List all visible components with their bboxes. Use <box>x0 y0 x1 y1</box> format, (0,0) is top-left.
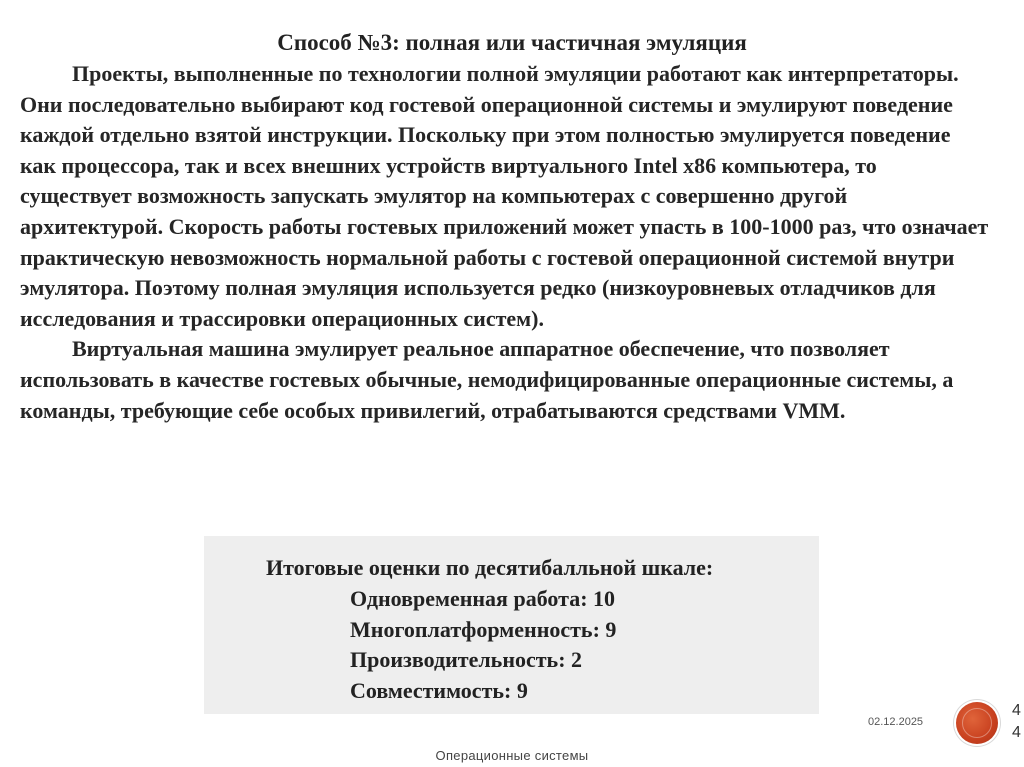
summary-heading: Итоговые оценки по десятибалльной шкале: <box>266 555 714 580</box>
summary-list <box>350 584 616 706</box>
summary-item-compatibility: Совместимость: 9 <box>350 677 528 703</box>
paragraph-virtual-machine: Виртуальная машина эмулирует реальное аппаратное обеспечение, что позволяет использовать в качестве гостевых обычные, немодифицированные операционные системы, а команды, требующие себе особых привилегий, отрабатываются средствами VMM. <box>20 336 954 423</box>
slide-badge-icon <box>956 702 998 744</box>
footer-course-title: Операционные системы <box>435 748 589 763</box>
summary-item-concurrency: Одновременная работа: 10 <box>350 586 616 611</box>
summary-box <box>204 536 819 714</box>
badge-ring <box>962 708 992 738</box>
slide-body <box>20 59 990 426</box>
slide-title: Способ №3: полная или частичная эмуляция <box>277 30 747 55</box>
footer-date: 02.12.2025 <box>868 716 924 728</box>
paragraph-emulation: Проекты, выполненные по технологии полной эмуляции работают как интерпретаторы. Они последовательно выбирают код гостевой операционной системы и эмулируют поведение каждой отдельно взятой инструкции. Поскольку при этом полностью эмулируется поведение как процессора, так и всех внешних устройств виртуального Intel x86 компьютера, то существует возможность запускать эмулятор на компьютерах с совершенно другой архитектурой. Скорость работы гостевых приложений может упасть в 100-1000 раз, что означает практическую невозможность нормальной работы с гостевой операционной системой внутри эмулятора. Поэтому полная эмуляция используется редко (низкоуровневых отладчиков для исследования и трассировки операционных систем). <box>20 61 989 331</box>
summary-item-performance: Производительность: 2 <box>350 647 583 672</box>
page-number: 44 <box>1012 702 1021 741</box>
summary-item-multiplatform: Многоплатформенность: 9 <box>350 616 617 642</box>
